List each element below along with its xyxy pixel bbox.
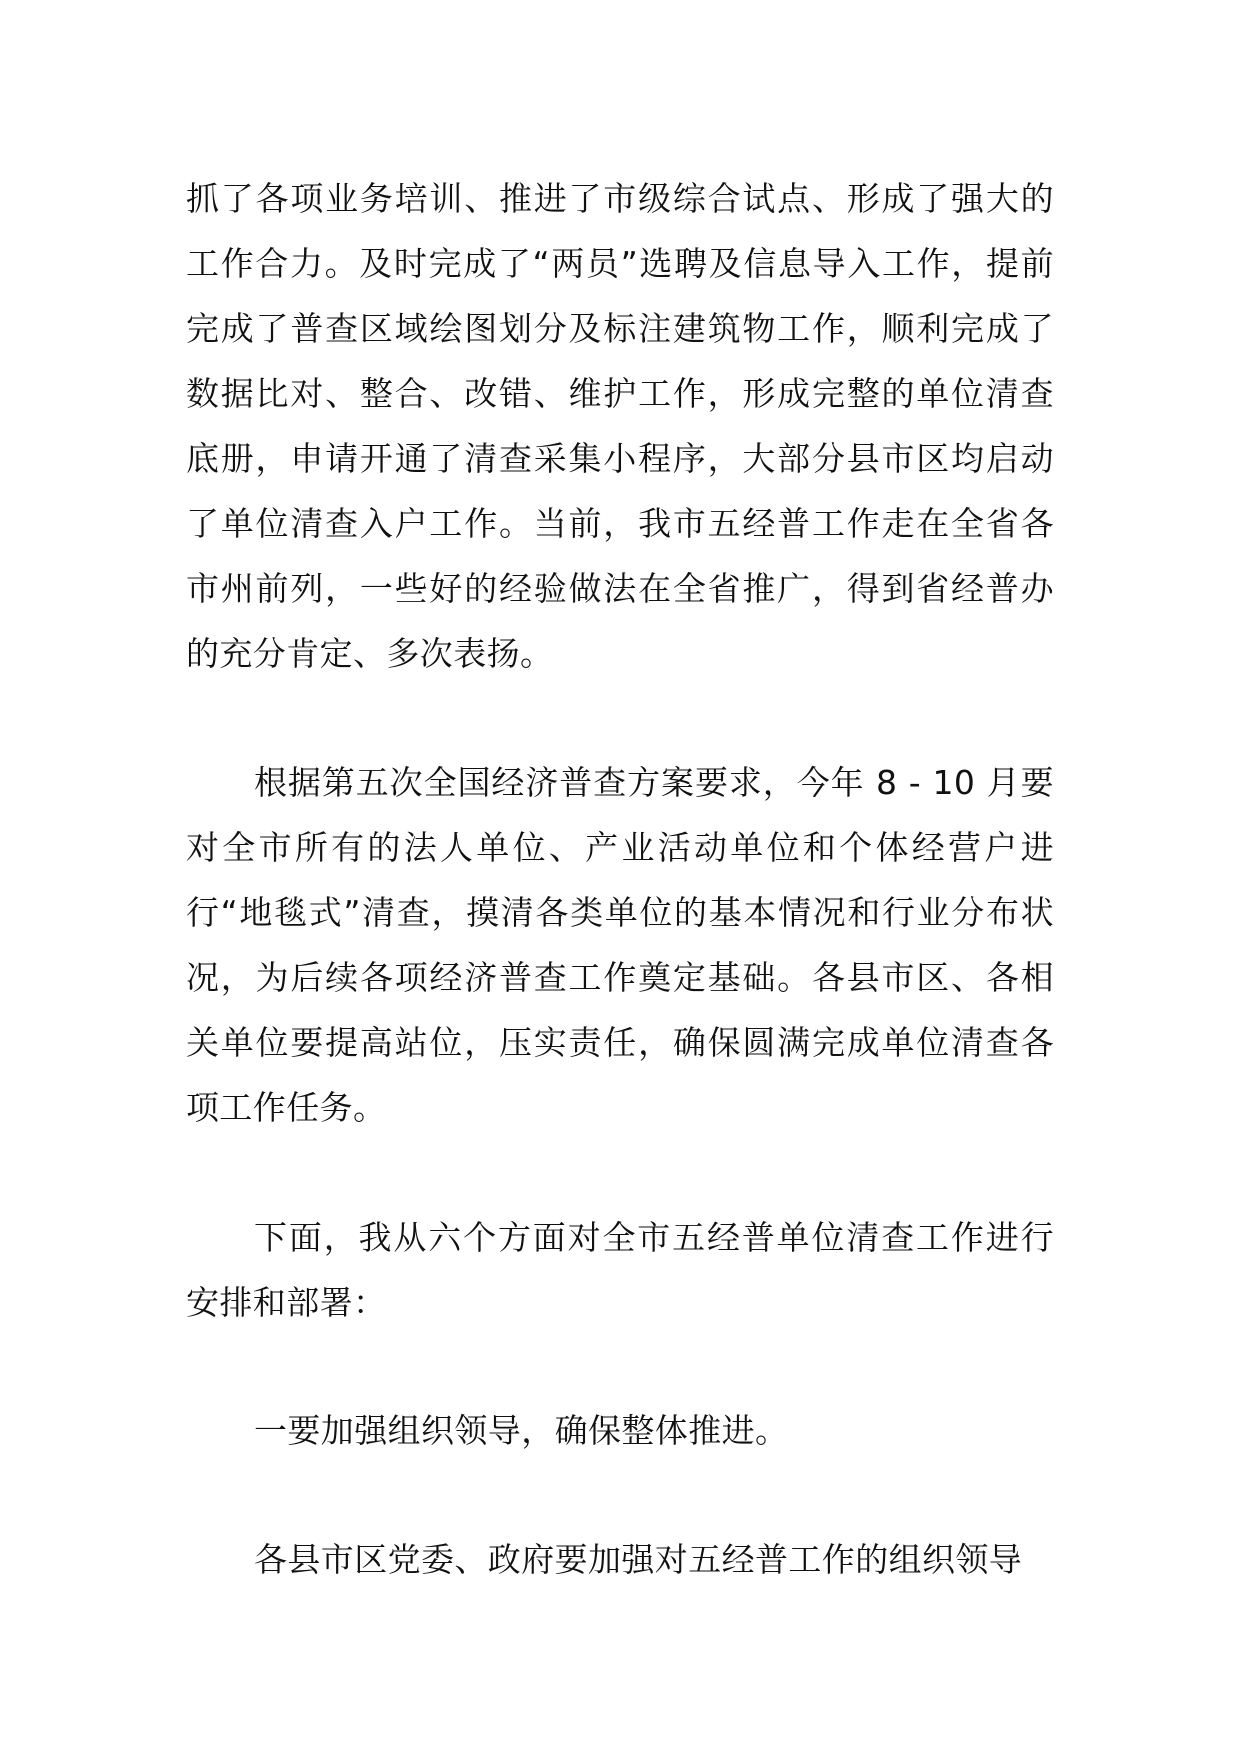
section-heading-organization: 一要加强组织领导，确保整体推进。: [254, 1411, 789, 1450]
paragraph-work-progress: 抓了各项业务培训、推进了市级综合试点、形成了强大的工作合力。及时完成了“两员”选聘及信息导入工作，提前完成了普查区域绘图划分及标注建筑物工作，顺利完成了数据比对、整合、改错、维护工作，形成完整的单位清查底册，申请开通了清查采集小程序，大部分县市区均启动了单位清查入户工作。当前，我市五经普工作走在全省各市州前列，一些好的经验做法在全省推广，得到省经普办的充分肯定、多次表扬。: [186, 179, 1054, 673]
paragraph-arrangement-intro: 下面，我从六个方面对全市五经普单位清查工作进行安排和部署：: [186, 1218, 1054, 1322]
paragraph-leadership: 各县市区党委、政府要加强对五经普工作的组织领导: [254, 1540, 1023, 1579]
paragraph-census-requirements: 根据第五次全国经济普查方案要求，今年 8 - 10 月要对全市所有的法人单位、产业活动单位和个体经营户进行“地毯式”清查，摸清各类单位的基本情况和行业分布状况，为后续各项经济普查工作奠定基础。各县市区、各相关单位要提高站位，压实责任，确保圆满完成单位清查各项工作任务。: [186, 763, 1054, 1127]
